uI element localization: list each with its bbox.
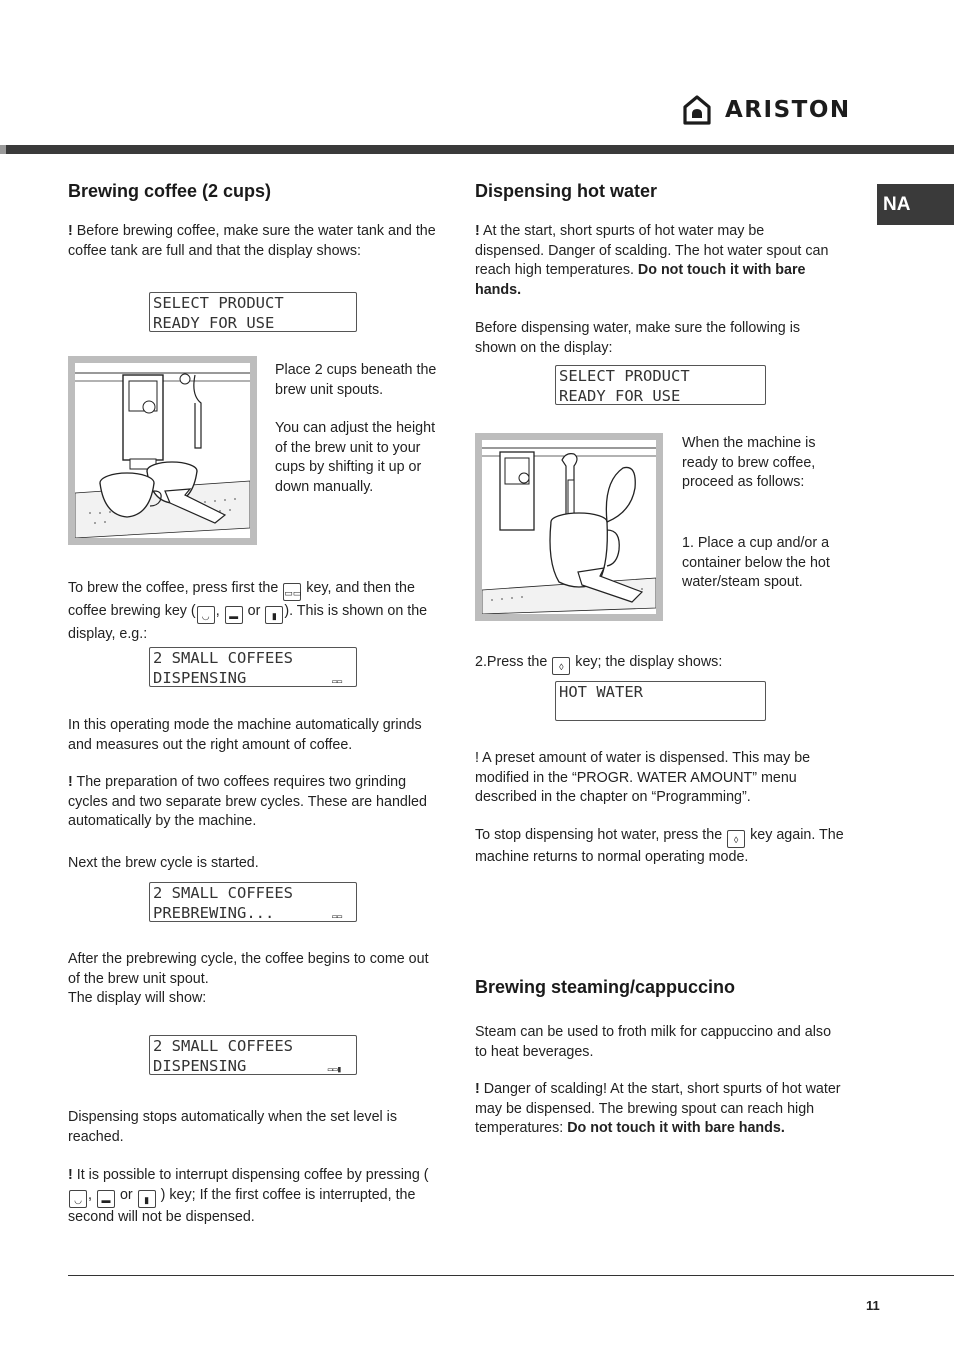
lcd-display-select-product bbox=[149, 292, 357, 332]
steam-danger-bold: Do not touch it with bare hands. bbox=[567, 1120, 785, 1136]
warning-mark: ! bbox=[475, 1081, 480, 1097]
side-text-machine-ready: When the machine is ready to brew coffee, proceed as follows: bbox=[682, 435, 816, 490]
lcd-display-prebrewing bbox=[149, 882, 357, 922]
page-number: 11 bbox=[866, 1298, 880, 1313]
hot-water-warning bbox=[475, 222, 835, 300]
interrupt-text-c: or bbox=[119, 1186, 133, 1203]
lcd-display-hot-water bbox=[555, 681, 766, 721]
dispensing-stops-paragraph: Dispensing stops automatically when the set level is reached. bbox=[68, 1109, 397, 1145]
lcd-line-2-wrap bbox=[153, 904, 353, 924]
warning-mark: ! bbox=[68, 774, 73, 790]
display-will-show-text: The display will show: bbox=[68, 990, 207, 1006]
two-cups-display-icon: ▭▭ bbox=[332, 912, 341, 922]
footer-rule bbox=[68, 1275, 954, 1276]
lcd-line-2-wrap bbox=[153, 669, 353, 689]
lcd-display-select-product-2 bbox=[555, 365, 766, 405]
lcd-line-2: PREBREWING... bbox=[153, 904, 275, 922]
interrupt-text-a: It is possible to interrupt dispensing coffee by pressing ( bbox=[72, 1167, 429, 1183]
interrupt-paragraph bbox=[68, 1166, 448, 1227]
lcd-line-1: 2 SMALL COFFEES bbox=[153, 884, 293, 902]
brew-instructions bbox=[68, 578, 448, 645]
lcd-line-1: SELECT PRODUCT bbox=[153, 294, 284, 312]
lcd-line-2: DISPENSING bbox=[153, 1057, 247, 1075]
lcd-line-2-wrap bbox=[153, 1057, 353, 1077]
steam-danger-text: Danger of scalding! At the start, short spurts of hot water may be dispensed. The brewing spout can reach high temperatures: bbox=[475, 1081, 841, 1136]
hot-water-warning-text: At the start, short spurts of hot water may be dispensed. Danger of scalding. The hot water spout can reach high temperatures. bbox=[475, 223, 829, 278]
lcd-line-2: READY FOR USE bbox=[153, 314, 275, 332]
heading-hot-water: Dispensing hot water bbox=[475, 181, 658, 201]
brewing-intro bbox=[68, 222, 440, 261]
mode-paragraph: In this operating mode the machine automatically grinds and measures out the right amount of coffee. bbox=[68, 717, 422, 753]
brew-text-d: or bbox=[247, 603, 261, 619]
lcd-line-1: HOT WATER bbox=[559, 683, 643, 701]
warning-mark: ! bbox=[475, 223, 480, 239]
brand-logo bbox=[683, 94, 851, 126]
lcd-display-dispensing bbox=[149, 647, 357, 687]
press-text-b: key; the display shows: bbox=[575, 654, 723, 670]
two-cups-key-icon: ▭▭ bbox=[283, 583, 301, 601]
dispensing-progress-icon: ▭▭▮ bbox=[327, 1065, 341, 1075]
two-coffees-paragraph bbox=[68, 773, 440, 832]
illustration-hot-water bbox=[475, 433, 663, 621]
brew-text-a: To brew the coffee, press first the bbox=[68, 580, 279, 596]
heading-steaming-cappuccino: Brewing steaming/cappuccino bbox=[475, 977, 736, 997]
heading-brewing-coffee: Brewing coffee (2 cups) bbox=[68, 181, 272, 201]
house-logo-icon bbox=[683, 95, 711, 125]
large-cup-key-icon: ▮ bbox=[138, 1190, 156, 1208]
machine-jug-drawing bbox=[482, 440, 656, 614]
small-cup-key-icon: ◡ bbox=[197, 606, 215, 624]
side-text-place-cups: Place 2 cups beneath the brew unit spouts. bbox=[275, 362, 437, 398]
lcd-line-1: 2 SMALL COFFEES bbox=[153, 649, 293, 667]
two-coffees-text: The preparation of two coffees requires two grinding cycles and two separate brew cycles. These are handled automatically by the machine. bbox=[68, 774, 427, 829]
two-cups-display-icon: ▭▭ bbox=[332, 677, 341, 687]
large-cup-key-icon: ▮ bbox=[265, 606, 283, 624]
lcd-display-dispensing-2 bbox=[149, 1035, 357, 1075]
medium-cup-key-icon: ▬ bbox=[97, 1190, 115, 1208]
brew-text-b: key, and then the coffee brewing key ( bbox=[68, 580, 415, 619]
brand-name: ARISTON bbox=[725, 97, 851, 123]
next-brew-paragraph: Next the brew cycle is started. bbox=[68, 855, 259, 871]
stop-hot-water-paragraph bbox=[475, 826, 845, 868]
after-prebrew-paragraph bbox=[68, 950, 440, 1009]
medium-cup-key-icon: ▬ bbox=[225, 606, 243, 624]
header-bar-edge bbox=[0, 145, 6, 154]
lcd-line-1: 2 SMALL COFFEES bbox=[153, 1037, 293, 1055]
steam-paragraph: Steam can be used to froth milk for cappuccino and also to heat beverages. bbox=[475, 1024, 832, 1060]
brew-text-e: ). This is shown on the display, e.g.: bbox=[68, 603, 428, 642]
press-hot-water-key bbox=[475, 653, 835, 675]
before-dispensing-paragraph: Before dispensing water, make sure the following is shown on the display: bbox=[475, 320, 801, 356]
press-text-a: 2.Press the bbox=[475, 654, 548, 670]
side-text-place-cup: 1. Place a cup and/or a container below the hot water/steam spout. bbox=[682, 535, 830, 590]
language-tab: NA bbox=[877, 184, 954, 225]
preset-amount-paragraph: ! A preset amount of water is dispensed. This may be modified in the “PROGR. WATER AMOUNT” menu described in the chapter on “Programming”. bbox=[475, 750, 811, 805]
after-prebrew-text: After the prebrewing cycle, the coffee begins to come out of the brew unit spout. bbox=[68, 951, 429, 987]
steam-danger-paragraph bbox=[475, 1080, 850, 1139]
brewing-intro-text: Before brewing coffee, make sure the water tank and the coffee tank are full and that the display shows: bbox=[68, 223, 436, 259]
hot-water-warning-bold: Do not touch it with bare hands. bbox=[475, 262, 806, 298]
side-text-adjust-height: You can adjust the height of the brew unit to your cups by shifting it up or down manually. bbox=[275, 420, 436, 495]
illustration-two-cups bbox=[68, 356, 257, 545]
warning-mark: ! bbox=[68, 223, 73, 239]
interrupt-text-b: , bbox=[88, 1186, 92, 1203]
stop-text-a: To stop dispensing hot water, press the bbox=[475, 827, 723, 843]
lcd-line-2: DISPENSING bbox=[153, 669, 247, 687]
water-drop-key-icon: ◊ bbox=[552, 657, 570, 675]
brew-text-c: , bbox=[215, 603, 220, 619]
water-drop-key-icon: ◊ bbox=[727, 830, 745, 848]
interrupt-text-d: ) key; If the first coffee is interrupted, the second will not be dispensed. bbox=[68, 1186, 416, 1225]
lcd-line-2 bbox=[559, 703, 762, 723]
lcd-line-1: SELECT PRODUCT bbox=[559, 367, 690, 385]
lcd-line-2: READY FOR USE bbox=[559, 387, 681, 405]
stop-text-b: key again. The machine returns to normal operating mode. bbox=[475, 827, 844, 865]
warning-mark: ! bbox=[68, 1167, 73, 1183]
header-bar bbox=[0, 145, 954, 154]
machine-cups-drawing bbox=[75, 363, 250, 538]
small-cup-key-icon: ◡ bbox=[69, 1190, 87, 1208]
